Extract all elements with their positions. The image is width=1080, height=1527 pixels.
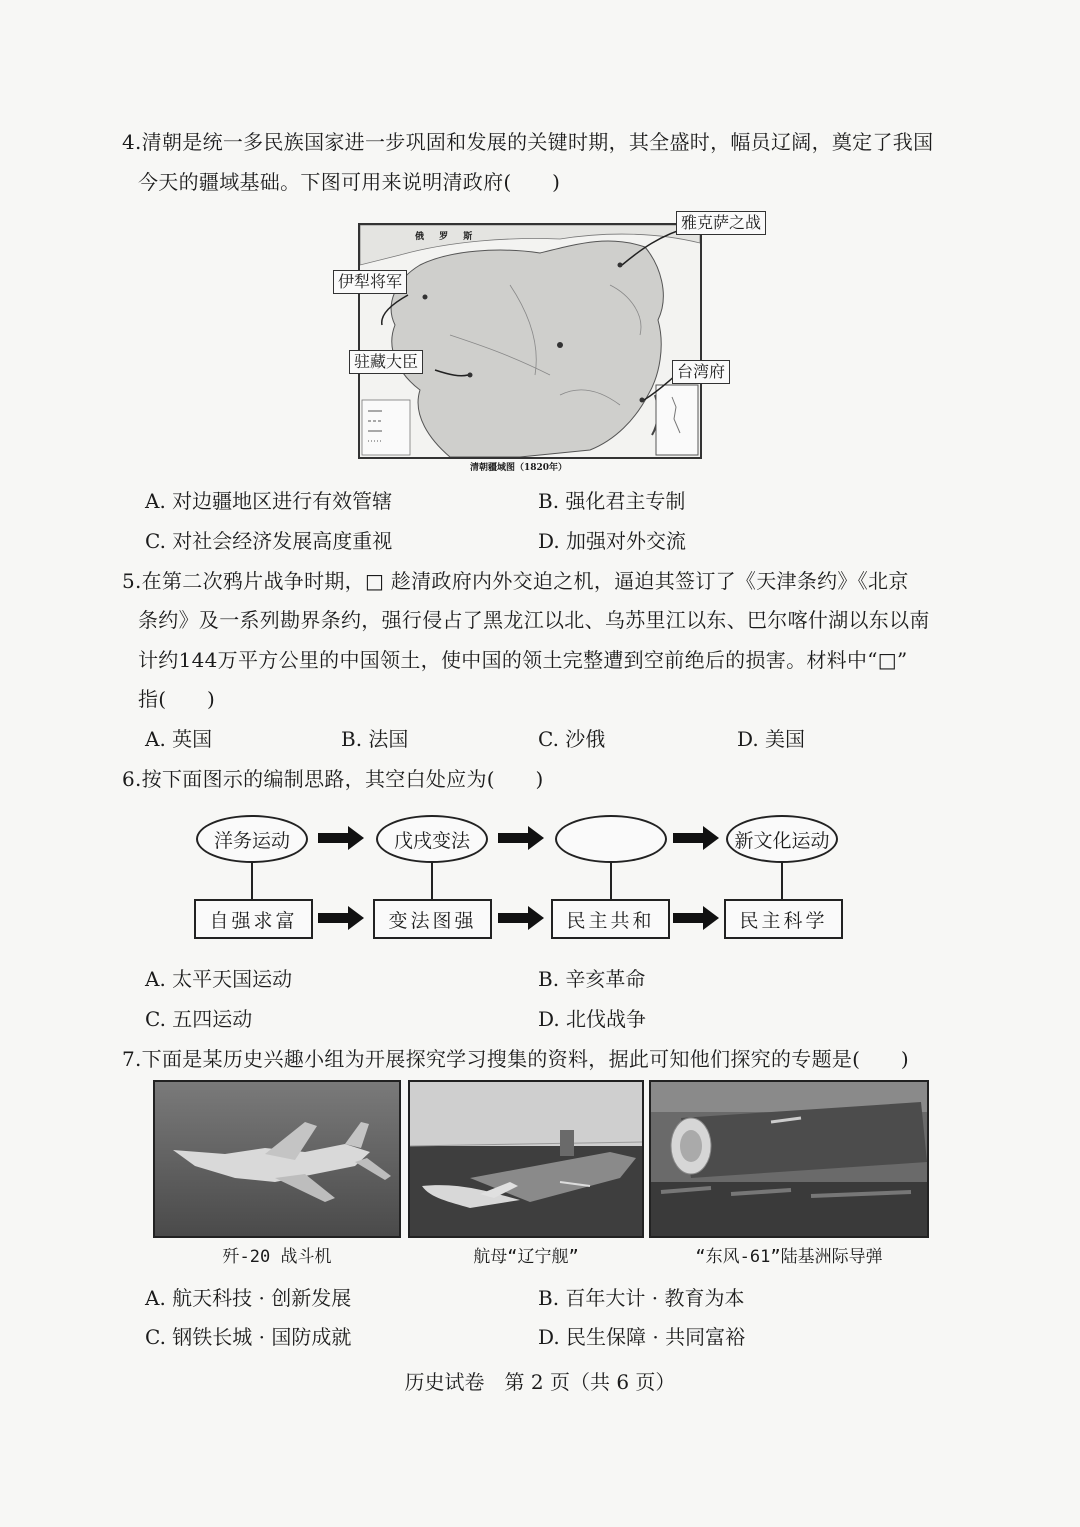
- q5-option-b[interactable]: B. 法国: [341, 727, 409, 751]
- map-callout-yili: 伊犁将军: [333, 270, 407, 294]
- photo-liaoning-carrier: [408, 1080, 644, 1238]
- arrow-right-icon: [673, 825, 721, 851]
- map-callout-taiwan: 台湾府: [672, 360, 730, 384]
- arrow-right-icon: [498, 825, 546, 851]
- q5-text-line3: 计约144万平方公里的中国领土，使中国的领土完整遭到空前绝后的损害。材料中“□”: [138, 648, 908, 672]
- photo-df61-missile: [649, 1080, 929, 1238]
- q7-option-c[interactable]: C. 钢铁长城 · 国防成就: [145, 1325, 352, 1349]
- qing-territory-map: [358, 223, 702, 459]
- flow-box-minzhu-kexue: 民主科学: [724, 899, 843, 939]
- flow-box-minzhu-gonghe: 民主共和: [551, 899, 670, 939]
- map-callout-yakesa: 雅克萨之战: [676, 211, 766, 235]
- map-top-label: 俄 罗 斯: [415, 232, 479, 242]
- q4-text-line1: 4.清朝是统一多民族国家进一步巩固和发展的关键时期，其全盛时，幅员辽阔，奠定了我国: [122, 130, 934, 154]
- flow-oval-wuxu: 戊戌变法: [376, 815, 488, 863]
- q4-option-b[interactable]: B. 强化君主专制: [538, 489, 686, 513]
- flow-oval-blank: [555, 815, 667, 863]
- q4-option-d[interactable]: D. 加强对外交流: [538, 529, 687, 553]
- q5-option-d[interactable]: D. 美国: [737, 727, 806, 751]
- q6-option-c[interactable]: C. 五四运动: [145, 1007, 253, 1031]
- q6-option-b[interactable]: B. 辛亥革命: [538, 967, 646, 991]
- flow-connector: [610, 861, 612, 899]
- q5-option-a[interactable]: A. 英国: [145, 727, 213, 751]
- q7-option-a[interactable]: A. 航天科技 · 创新发展: [145, 1286, 352, 1310]
- q4-option-c[interactable]: C. 对社会经济发展高度重视: [145, 529, 393, 553]
- flow-box-ziqiang: 自强求富: [194, 899, 313, 939]
- q6-option-d[interactable]: D. 北伐战争: [538, 1007, 647, 1031]
- flow-connector: [251, 861, 253, 899]
- flow-oval-yangwu: 洋务运动: [196, 815, 308, 863]
- arrow-right-icon: [673, 905, 721, 931]
- caption-liaoning: 航母“辽宁舰”: [473, 1247, 579, 1267]
- q5-option-c[interactable]: C. 沙俄: [538, 727, 606, 751]
- q5-text-line4: 指( ): [138, 687, 216, 711]
- q5-text-line2: 条约》及一系列勘界条约，强行侵占了黑龙江以北、乌苏里江以东、巴尔喀什湖以东以南: [138, 608, 930, 632]
- arrow-right-icon: [318, 905, 366, 931]
- q7-option-d[interactable]: D. 民生保障 · 共同富裕: [538, 1325, 746, 1349]
- flow-oval-xinwenhua: 新文化运动: [726, 815, 838, 863]
- page-footer: 历史试卷 第 2 页（共 6 页）: [404, 1370, 676, 1394]
- q4-option-a[interactable]: A. 对边疆地区进行有效管辖: [145, 489, 393, 513]
- map-drawing: [360, 225, 700, 457]
- map-caption: 清朝疆域图（1820年）: [470, 463, 568, 473]
- arrow-right-icon: [498, 905, 546, 931]
- flow-connector: [431, 861, 433, 899]
- caption-j20: 歼-20 战斗机: [222, 1247, 332, 1267]
- caption-df61: “东风-61”陆基洲际导弹: [695, 1247, 883, 1267]
- map-callout-zhuzang: 驻藏大臣: [349, 350, 423, 374]
- q6-text-line1: 6.按下面图示的编制思路，其空白处应为( ): [122, 767, 544, 791]
- q5-text-line1: 5.在第二次鸦片战争时期，□ 趁清政府内外交迫之机，逼迫其签订了《天津条约》《北京: [122, 569, 909, 593]
- q7-text-line1: 7.下面是某历史兴趣小组为开展探究学习搜集的资料，据此可知他们探究的专题是( ): [122, 1047, 909, 1071]
- q4-text-line2: 今天的疆域基础。下图可用来说明清政府( ): [138, 170, 561, 194]
- q7-option-b[interactable]: B. 百年大计 · 教育为本: [538, 1286, 745, 1310]
- flow-box-bianfa: 变法图强: [373, 899, 492, 939]
- photo-j20-fighter: [153, 1080, 401, 1238]
- q6-option-a[interactable]: A. 太平天国运动: [145, 967, 293, 991]
- flow-connector: [781, 861, 783, 899]
- arrow-right-icon: [318, 825, 366, 851]
